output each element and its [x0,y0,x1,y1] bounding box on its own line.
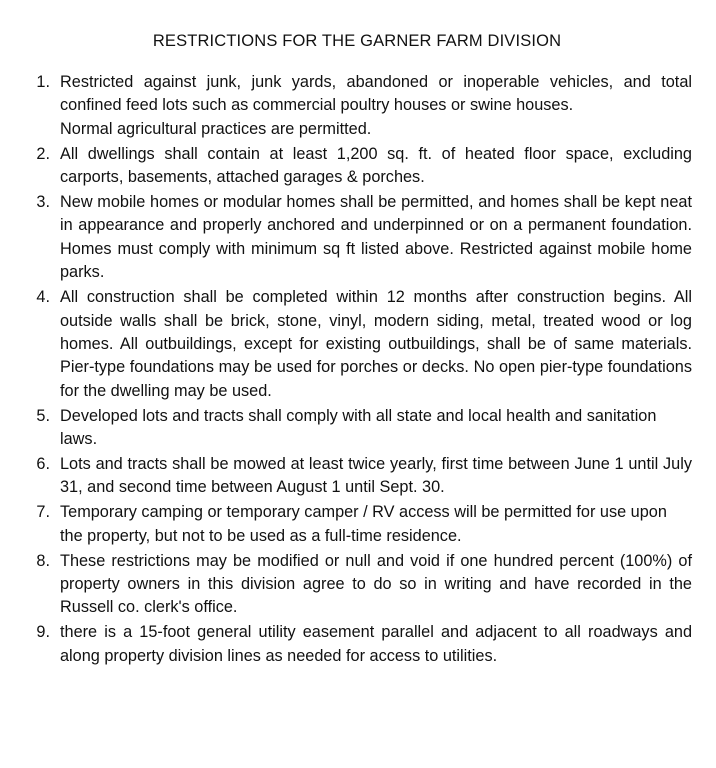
list-item-paragraph: there is a 15-foot general utility easement parallel and adjacent to all roadways and along property division lines as needed for access to utilities. [60,623,692,665]
list-item-number: 6. [36,455,50,473]
list-item-body [60,143,692,190]
list-item-number: 3. [36,193,50,212]
list-item-body [60,286,692,403]
list-item [22,286,692,403]
list-item-number: 5. [36,406,50,425]
list-item [22,501,692,548]
list-item-paragraph: Normal agricultural practices are permitted. [60,119,372,138]
list-item-body [60,71,692,141]
restrictions-list [22,71,692,668]
list-item-paragraph: All construction shall be completed within 12 months after construction begins. All outside walls shall be brick, stone, vinyl, modern siding, metal, treated wood or log homes. All outbuildings, except for existing outbuildings, shall be of same materials. Pier-type foundations may be used for porches or decks. No open pier-type foundations for the dwelling may be used. [60,288,692,400]
list-item [22,143,692,190]
list-item [22,191,692,285]
list-item-body [60,550,692,620]
list-item [22,453,692,500]
list-item-body [60,501,692,548]
list-item [22,405,692,452]
list-item-body [60,453,692,500]
list-item-paragraph: New mobile homes or modular homes shall be permitted, and homes shall be kept neat in appearance and properly anchored and underpinned or on a permanent foundation. Homes must comply with minimum sq ft listed above. Restricted against mobile home parks. [60,193,692,282]
list-item-number: 8. [36,551,50,570]
list-item [22,550,692,620]
list-item-number: 9. [36,623,50,642]
list-item [22,621,692,668]
list-item-body [60,405,692,452]
list-item-paragraph: Developed lots and tracts shall comply with all state and local health and sanitation laws. [60,406,657,449]
list-item-paragraph: Restricted against junk, junk yards, abandoned or inoperable vehicles, and total confined feed lots such as commercial poultry houses or swine houses. [60,73,692,115]
page-title: RESTRICTIONS FOR THE GARNER FARM DIVISION [152,32,562,50]
list-item-number: 7. [36,503,50,522]
list-item-body [60,621,692,668]
list-item-paragraph: Lots and tracts shall be mowed at least twice yearly, first time between June 1 until July 31, and second time between August 1 until Sept. 30. [60,455,692,497]
list-item-paragraph: All dwellings shall contain at least 1,200 sq. ft. of heated floor space, excluding carports, basements, attached garages & porches. [60,144,692,187]
list-item-paragraph: Temporary camping or temporary camper / RV access will be permitted for use upon the property, but not to be used as a full-time residence. [60,503,667,545]
list-item-paragraph: These restrictions may be modified or null and void if one hundred percent (100%) of property owners in this division agree to do so in writing and have recorded in the Russell co. clerk's office. [60,551,692,617]
list-item-number: 4. [36,288,50,307]
list-item [22,71,692,141]
list-item-body [60,191,692,285]
list-item-number: 2. [36,144,50,163]
list-item-number: 1. [36,73,50,91]
